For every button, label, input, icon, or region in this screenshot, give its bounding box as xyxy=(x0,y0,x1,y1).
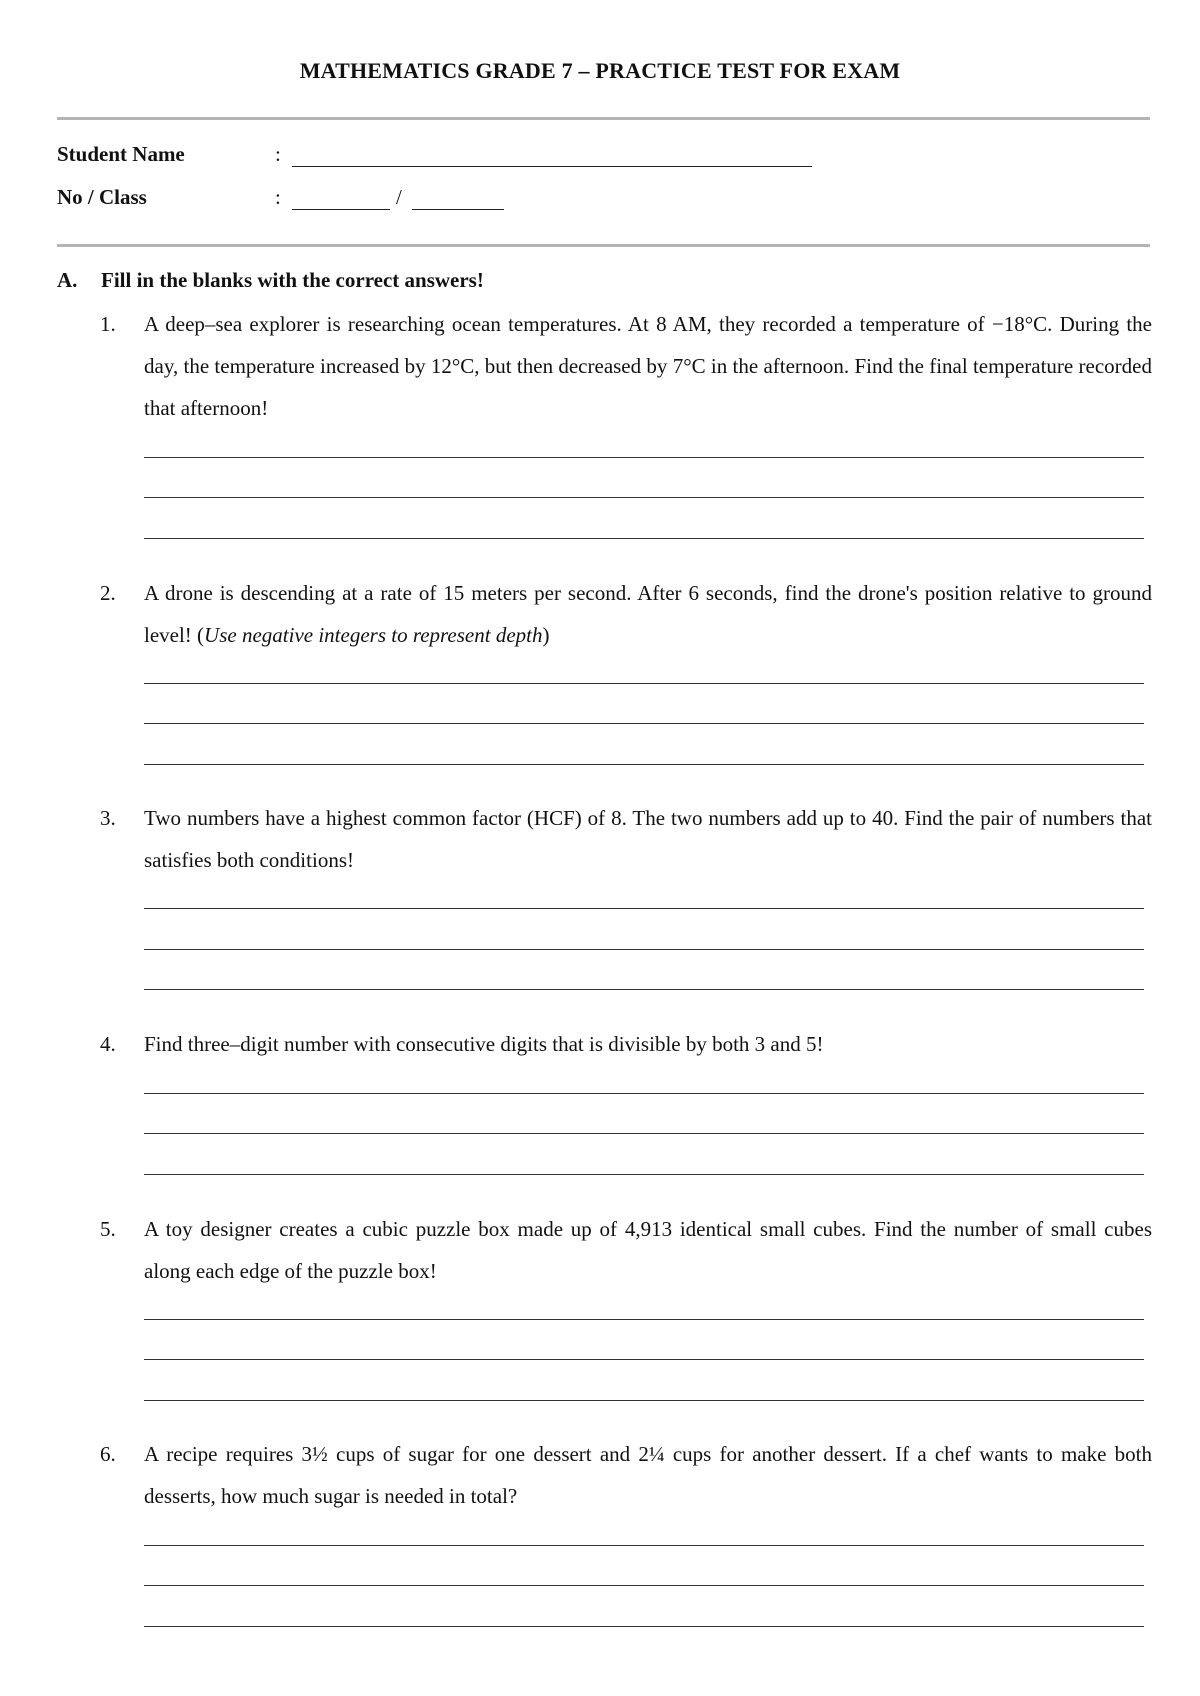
no-class-colon: : xyxy=(275,185,281,209)
question-1-answer-line-3[interactable] xyxy=(144,538,1144,539)
student-name-colon: : xyxy=(275,142,281,166)
question-6-number: 6. xyxy=(100,1442,116,1466)
question-5-answer-line-3[interactable] xyxy=(144,1400,1144,1401)
question-2-text xyxy=(144,572,1152,656)
question-1-answer-line-2[interactable] xyxy=(144,497,1144,498)
question-2-text-main: A drone is descending at a rate of 15 meters per second. After 6 seconds, find the drone's position relative to ground level! ( xyxy=(144,581,1152,647)
question-4-text: Find three–digit number with consecutive digits that is divisible by both 3 and 5! xyxy=(144,1032,824,1056)
question-5-text: A toy designer creates a cubic puzzle box made up of 4,913 identical small cubes. Find the number of small cubes along each edge of the puzzle box! xyxy=(144,1217,1152,1283)
question-4-answer-line-3[interactable] xyxy=(144,1174,1144,1175)
question-2-answer-line-1[interactable] xyxy=(144,683,1144,684)
question-3-answer-line-3[interactable] xyxy=(144,989,1144,990)
question-1-answer-line-1[interactable] xyxy=(144,457,1144,458)
class-blank[interactable] xyxy=(412,209,504,210)
student-name-label: Student Name xyxy=(57,142,185,166)
question-3-answer-line-1[interactable] xyxy=(144,908,1144,909)
question-2-text-italic: Use negative integers to represent depth xyxy=(204,623,543,647)
question-5-answer-line-2[interactable] xyxy=(144,1359,1144,1360)
question-5-number: 5. xyxy=(100,1217,116,1241)
question-5-answer-line-1[interactable] xyxy=(144,1319,1144,1320)
student-name-blank[interactable] xyxy=(292,166,812,167)
question-6-answer-line-1[interactable] xyxy=(144,1545,1144,1546)
question-4-answer-line-2[interactable] xyxy=(144,1133,1144,1134)
page-title: MATHEMATICS GRADE 7 – PRACTICE TEST FOR EXAM xyxy=(299,58,901,83)
no-class-separator: / xyxy=(396,185,402,209)
question-6-answer-line-3[interactable] xyxy=(144,1626,1144,1627)
section-letter: A. xyxy=(57,268,78,292)
question-2-answer-line-2[interactable] xyxy=(144,723,1144,724)
question-2-number: 2. xyxy=(100,581,116,605)
question-2-answer-line-3[interactable] xyxy=(144,764,1144,765)
question-1-number: 1. xyxy=(100,312,116,336)
student-number-blank[interactable] xyxy=(292,209,390,210)
question-6-answer-line-2[interactable] xyxy=(144,1585,1144,1586)
section-instruction: Fill in the blanks with the correct answers! xyxy=(101,268,484,292)
question-2-text-end: ) xyxy=(542,623,550,647)
section-heading xyxy=(57,268,484,293)
question-3-number: 3. xyxy=(100,806,116,830)
question-4-answer-line-1[interactable] xyxy=(144,1093,1144,1094)
no-class-label: No / Class xyxy=(57,185,147,209)
question-3-text: Two numbers have a highest common factor (HCF) of 8. The two numbers add up to 40. Find the pair of numbers that satisfies both conditions! xyxy=(144,806,1152,872)
header-divider-bottom xyxy=(57,244,1150,247)
question-1-text: A deep–sea explorer is researching ocean temperatures. At 8 AM, they recorded a temperature of −18°C. During the day, the temperature increased by 12°C, but then decreased by 7°C in the afternoon. Find the final temperature recorded that afternoon! xyxy=(144,312,1152,420)
header-divider-top xyxy=(57,117,1150,120)
question-6-text: A recipe requires 3½ cups of sugar for one dessert and 2¼ cups for another dessert. If a chef wants to make both desserts, how much sugar is needed in total? xyxy=(144,1442,1152,1508)
question-4-number: 4. xyxy=(100,1032,116,1056)
question-3-answer-line-2[interactable] xyxy=(144,949,1144,950)
